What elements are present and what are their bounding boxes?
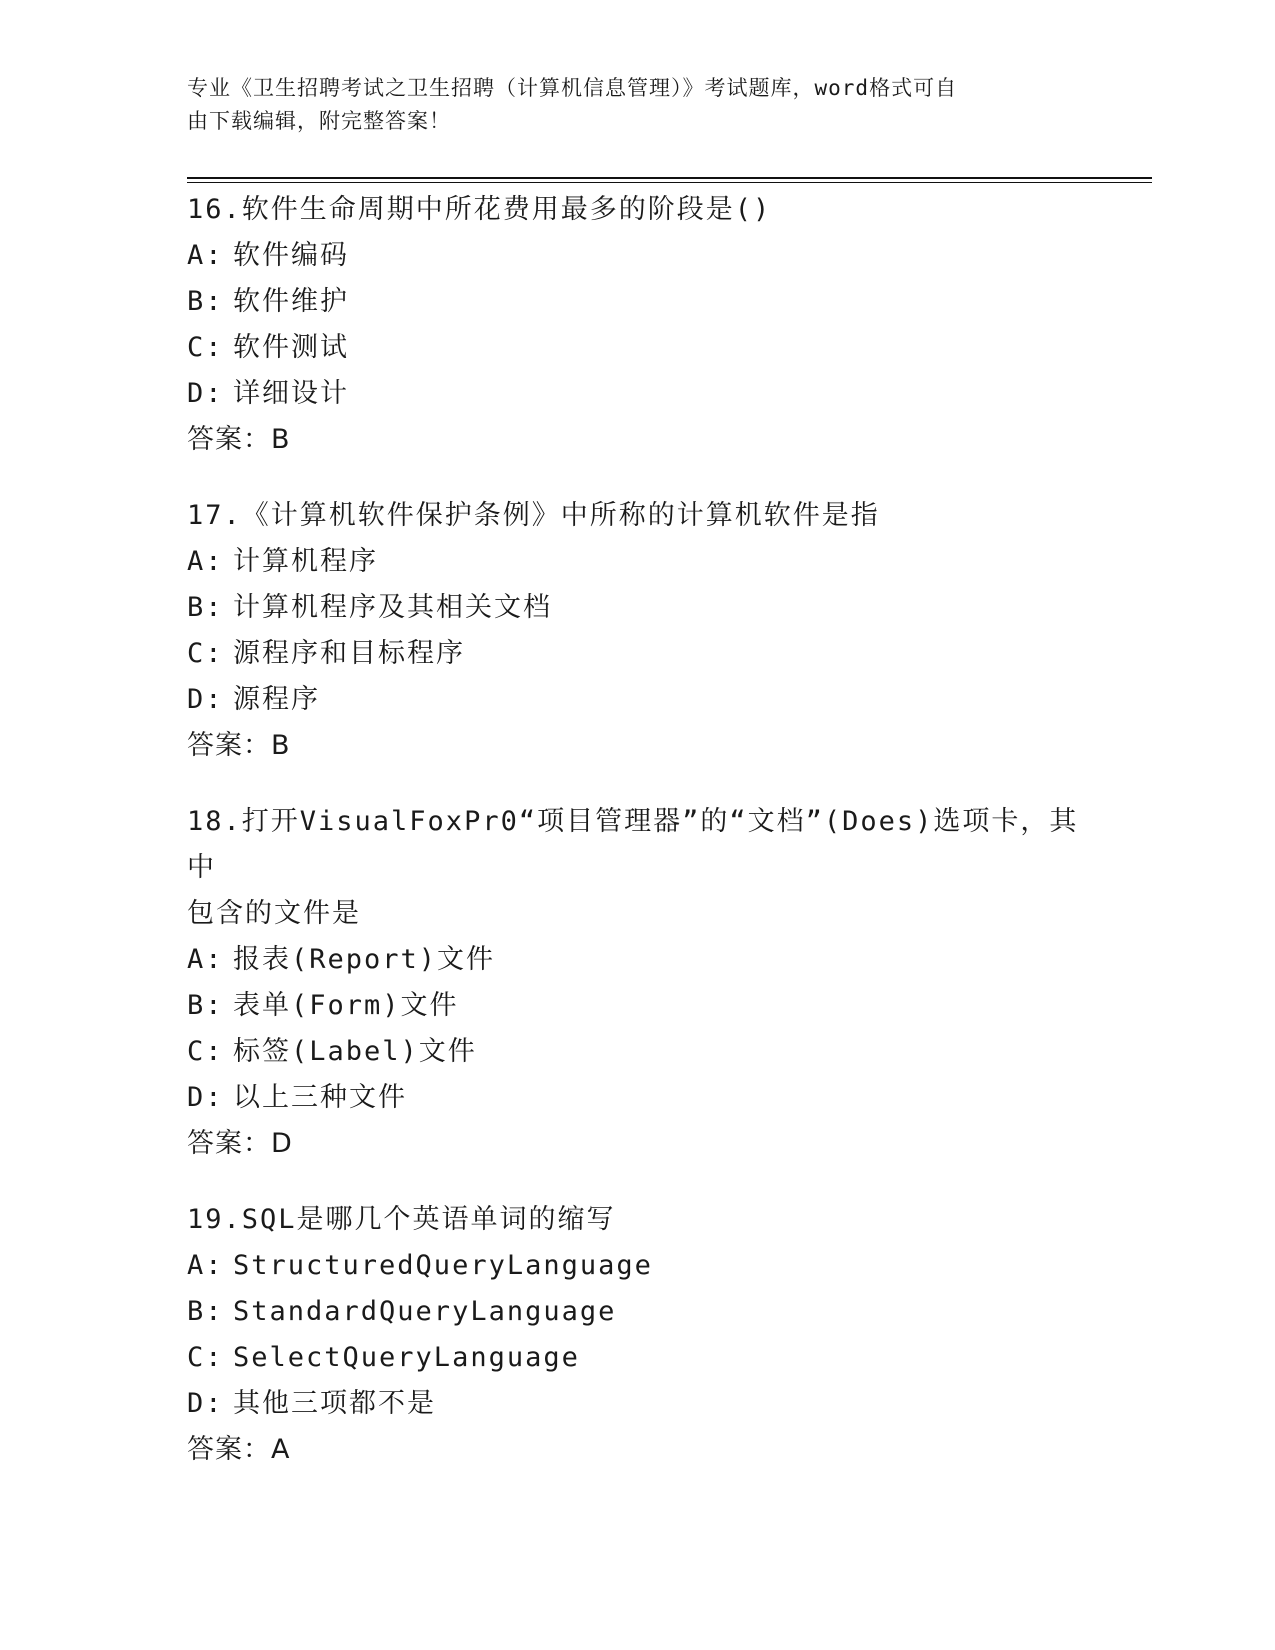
option-label: A: (187, 240, 224, 271)
option-a (187, 233, 1087, 279)
option-text: 计算机程序 (233, 546, 378, 577)
header-line-2: 由下载编辑，附完整答案！ (187, 109, 451, 133)
answer-line: 答案：B (187, 424, 291, 455)
option-label: B: (187, 990, 224, 1021)
question-stem: 16.软件生命周期中所花费用最多的阶段是() (187, 194, 772, 225)
question-stem-line-2: 包含的文件是 (187, 898, 361, 929)
option-text: SelectQueryLanguage (233, 1342, 580, 1373)
option-label: B: (187, 592, 224, 623)
option-text: 软件编码 (233, 240, 349, 271)
option-text: StructuredQueryLanguage (233, 1250, 653, 1281)
option-text: 以上三种文件 (233, 1082, 407, 1113)
header-divider-thick (187, 177, 1152, 179)
option-label: A: (187, 1250, 224, 1281)
question-19 (187, 1197, 1087, 1473)
option-label: D: (187, 684, 224, 715)
option-label: C: (187, 1036, 224, 1067)
option-text: 其他三项都不是 (233, 1388, 436, 1419)
option-label: D: (187, 1082, 224, 1113)
header-divider-thin (187, 182, 1152, 183)
option-label: D: (187, 378, 224, 409)
option-a (187, 539, 1087, 585)
option-c (187, 1029, 1087, 1075)
option-text: 标签(Label)文件 (233, 1036, 477, 1067)
question-list (187, 187, 1087, 1503)
option-text: 表单(Form)文件 (233, 990, 459, 1021)
question-stem: 19.SQL是哪几个英语单词的缩写 (187, 1204, 616, 1235)
question-17 (187, 493, 1087, 769)
option-text: 软件维护 (233, 286, 349, 317)
option-text: 计算机程序及其相关文档 (233, 592, 552, 623)
question-16 (187, 187, 1087, 463)
option-a (187, 1243, 1087, 1289)
option-label: A: (187, 546, 224, 577)
option-label: A: (187, 944, 224, 975)
option-text: 报表(Report)文件 (233, 944, 496, 975)
option-b (187, 1289, 1087, 1335)
option-label: C: (187, 638, 224, 669)
option-c (187, 1335, 1087, 1381)
question-stem-line-1: 18.打开VisualFoxPr0“项目管理器”的“文档”(Does)选项卡，其中 (187, 806, 1079, 883)
option-d (187, 1075, 1087, 1121)
option-b (187, 983, 1087, 1029)
option-text: 源程序和目标程序 (233, 638, 465, 669)
option-d (187, 371, 1087, 417)
option-d (187, 1381, 1087, 1427)
option-text: StandardQueryLanguage (233, 1296, 617, 1327)
option-text: 源程序 (233, 684, 320, 715)
option-b (187, 279, 1087, 325)
option-label: D: (187, 1388, 224, 1419)
option-label: B: (187, 1296, 224, 1327)
option-label: C: (187, 332, 224, 363)
question-stem: 17.《计算机软件保护条例》中所称的计算机软件是指 (187, 500, 880, 531)
answer-line: 答案：A (187, 1434, 291, 1465)
option-label: B: (187, 286, 224, 317)
document-header (187, 72, 1067, 138)
answer-line: 答案：B (187, 730, 291, 761)
option-b (187, 585, 1087, 631)
option-c (187, 631, 1087, 677)
header-line-1: 专业《卫生招聘考试之卫生招聘（计算机信息管理）》考试题库，word格式可自 (187, 76, 958, 100)
option-a (187, 937, 1087, 983)
option-label: C: (187, 1342, 224, 1373)
answer-line: 答案：D (187, 1128, 293, 1159)
option-c (187, 325, 1087, 371)
option-text: 详细设计 (233, 378, 349, 409)
question-18 (187, 799, 1087, 1167)
option-text: 软件测试 (233, 332, 349, 363)
option-d (187, 677, 1087, 723)
